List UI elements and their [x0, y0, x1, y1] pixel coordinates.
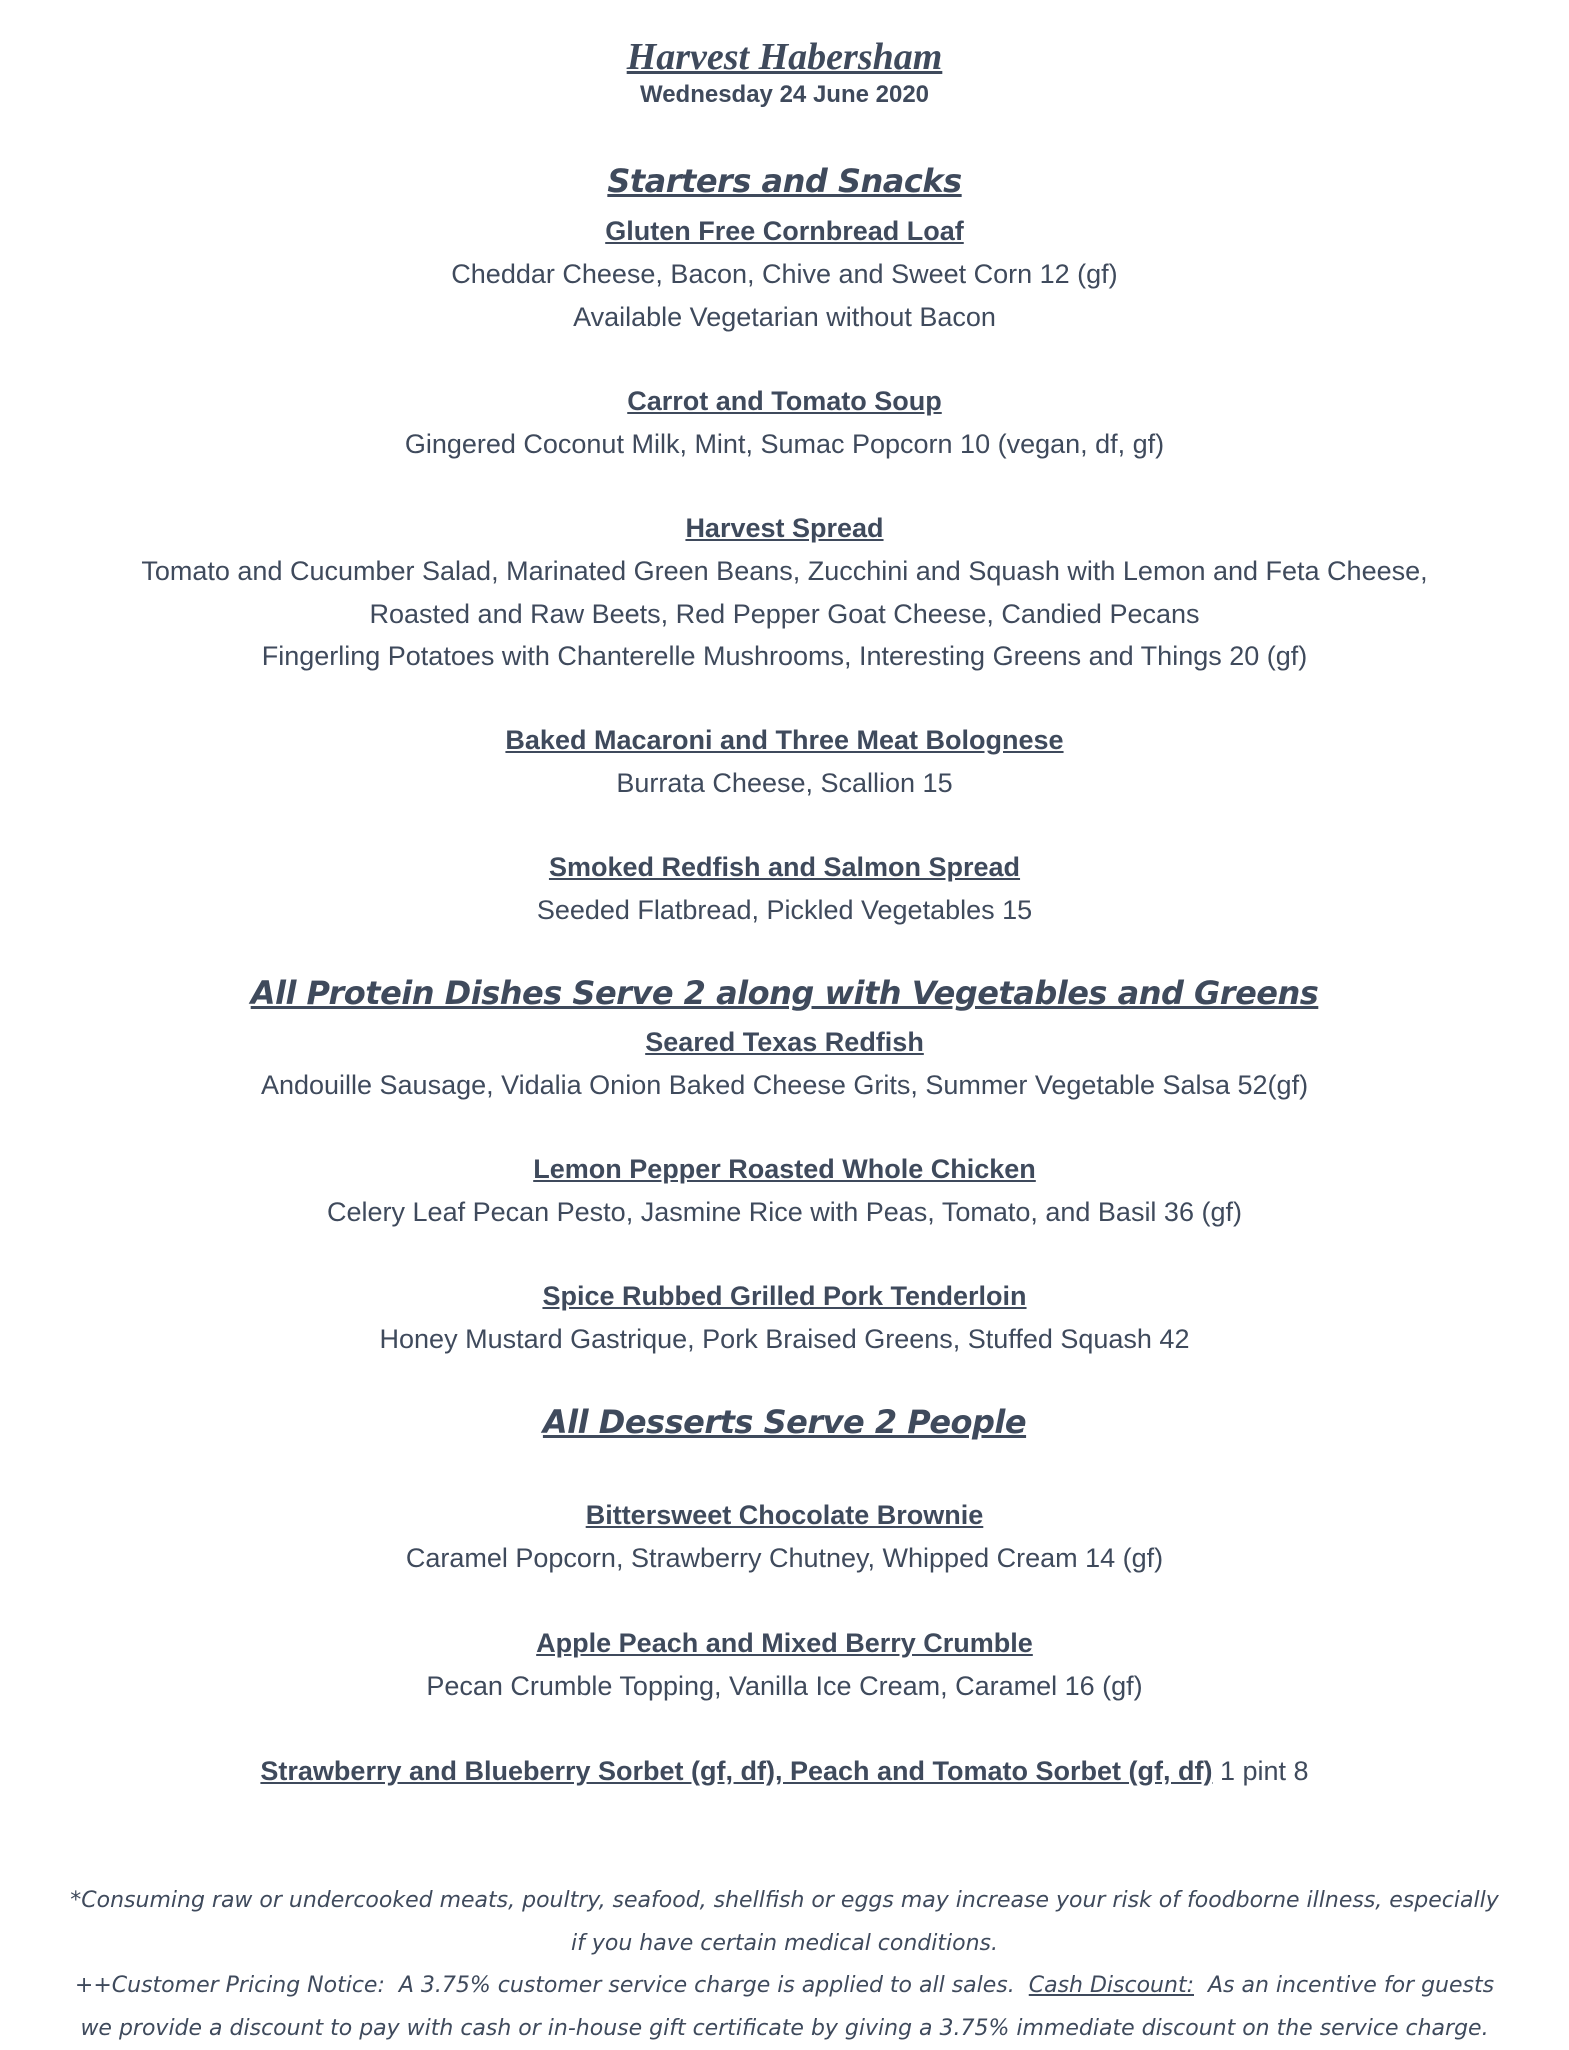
desc-line: Seeded Flatbread, Pickled Vegetables 15	[0, 889, 1569, 932]
sorbet-price: 1 pint 8	[1213, 1756, 1309, 1786]
item-crumble-desc	[0, 1665, 1569, 1708]
restaurant-name: Harvest Habersham	[0, 34, 1569, 80]
desc-line: Roasted and Raw Beets, Red Pepper Goat Cheese, Candied Pecans	[0, 593, 1569, 636]
notice-line: if you have certain medical conditions.	[0, 1923, 1569, 1966]
sorbet-name: Strawberry and Blueberry Sorbet (gf, df), Peach and Tomato Sorbet (gf, df)	[260, 1756, 1212, 1786]
item-chicken-desc	[0, 1191, 1569, 1234]
desc-line: Caramel Popcorn, Strawberry Chutney, Whipped Cream 14 (gf)	[0, 1537, 1569, 1580]
item-brownie-desc	[0, 1537, 1569, 1580]
menu-date: Wednesday 24 June 2020	[0, 80, 1569, 110]
item-pork-name: Spice Rubbed Grilled Pork Tenderloin	[0, 1279, 1569, 1313]
desc-line: Honey Mustard Gastrique, Pork Braised Greens, Stuffed Squash 42	[0, 1318, 1569, 1361]
item-soup-desc	[0, 423, 1569, 466]
notice-line: *Consuming raw or undercooked meats, poultry, seafood, shellfish or eggs may increase your risk of foodborne illness, especially	[0, 1880, 1569, 1923]
item-soup-name: Carrot and Tomato Soup	[0, 384, 1569, 418]
item-harvest-spread-name: Harvest Spread	[0, 511, 1569, 545]
customer-notice	[0, 1880, 1569, 2050]
desc-line: Tomato and Cucumber Salad, Marinated Green Beans, Zucchini and Squash with Lemon and Feta Cheese,	[0, 550, 1569, 593]
item-brownie-name: Bittersweet Chocolate Brownie	[0, 1498, 1569, 1532]
item-redfish-desc	[0, 1064, 1569, 1107]
desc-line: Celery Leaf Pecan Pesto, Jasmine Rice with Peas, Tomato, and Basil 36 (gf)	[0, 1191, 1569, 1234]
notice-pricing: ++Customer Pricing Notice: A 3.75% customer service charge is applied to all sales.	[75, 1973, 1029, 1998]
item-macaroni-desc	[0, 762, 1569, 805]
desc-line: Fingerling Potatoes with Chanterelle Mushrooms, Interesting Greens and Things 20 (gf)	[0, 635, 1569, 678]
desc-line: Gingered Coconut Milk, Mint, Sumac Popcorn 10 (vegan, df, gf)	[0, 423, 1569, 466]
item-pork-desc	[0, 1318, 1569, 1361]
notice-line	[0, 1965, 1569, 2008]
item-cornbread-desc	[0, 253, 1569, 338]
desc-line: Burrata Cheese, Scallion 15	[0, 762, 1569, 805]
section-starters: Starters and Snacks	[0, 160, 1569, 202]
item-redfish-name: Seared Texas Redfish	[0, 1025, 1569, 1059]
item-smoked-spread-desc	[0, 889, 1569, 932]
item-macaroni-name: Baked Macaroni and Three Meat Bolognese	[0, 723, 1569, 757]
section-proteins: All Protein Dishes Serve 2 along with Vegetables and Greens	[0, 972, 1569, 1014]
notice-incentive: As an incentive for guests	[1194, 1973, 1494, 1998]
item-smoked-spread-name: Smoked Redfish and Salmon Spread	[0, 850, 1569, 884]
desc-line: Andouille Sausage, Vidalia Onion Baked Cheese Grits, Summer Vegetable Salsa 52(gf)	[0, 1064, 1569, 1107]
cash-discount-label: Cash Discount:	[1029, 1973, 1194, 1998]
item-cornbread-name: Gluten Free Cornbread Loaf	[0, 214, 1569, 248]
item-sorbet	[0, 1754, 1569, 1788]
section-desserts: All Desserts Serve 2 People	[0, 1401, 1569, 1443]
notice-line: we provide a discount to pay with cash or in-house gift certificate by giving a 3.75% immediate discount on the service charge.	[0, 2008, 1569, 2050]
item-crumble-name: Apple Peach and Mixed Berry Crumble	[0, 1626, 1569, 1660]
item-chicken-name: Lemon Pepper Roasted Whole Chicken	[0, 1152, 1569, 1186]
desc-line: Cheddar Cheese, Bacon, Chive and Sweet Corn 12 (gf)	[0, 253, 1569, 296]
desc-line: Pecan Crumble Topping, Vanilla Ice Cream, Caramel 16 (gf)	[0, 1665, 1569, 1708]
desc-line: Available Vegetarian without Bacon	[0, 296, 1569, 339]
item-harvest-spread-desc	[0, 550, 1569, 678]
